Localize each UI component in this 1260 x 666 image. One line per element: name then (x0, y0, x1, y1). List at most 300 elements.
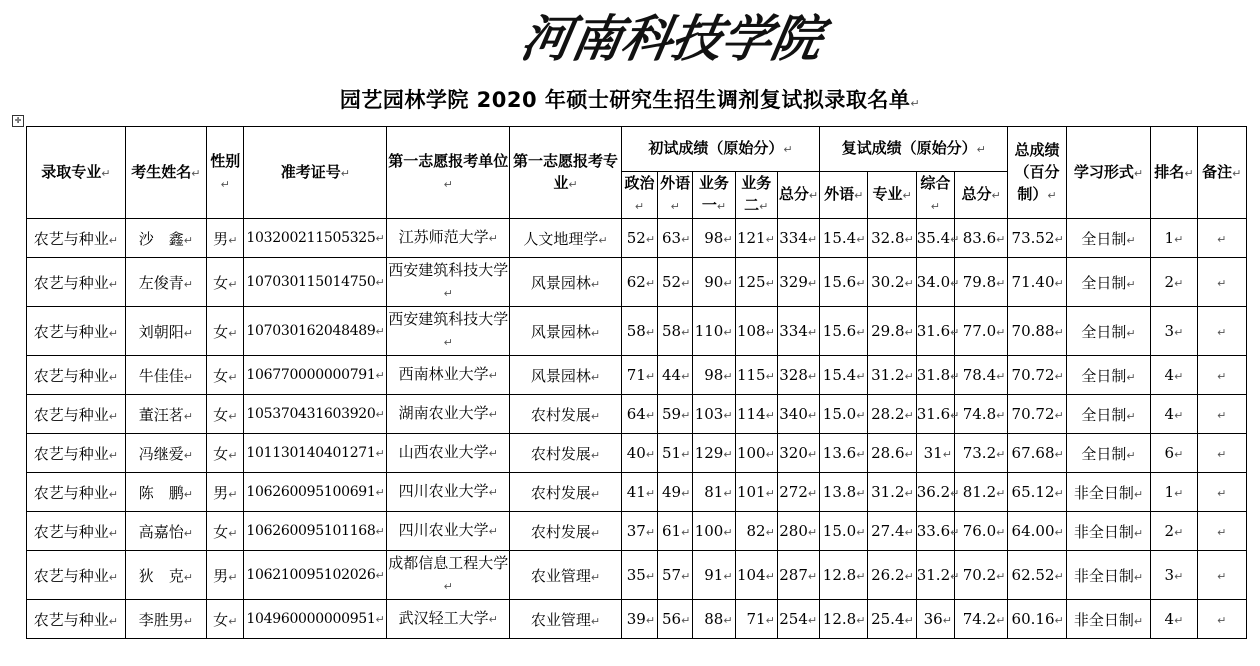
cell-end-mark-icon: ↵ (375, 408, 385, 421)
cell-end-mark-icon: ↵ (443, 336, 453, 349)
col-first-major: 第一志愿报考专业↵ (510, 127, 622, 219)
cell-major (27, 258, 126, 307)
cell-retest-major (868, 395, 916, 434)
cell-initial-subject1-text: 91 (704, 566, 724, 584)
cell-initial-foreign (658, 258, 693, 307)
cell-study-mode (1066, 307, 1151, 356)
cell-end-mark-icon: ↵ (228, 370, 238, 384)
cell-major (27, 356, 126, 395)
cell-initial-politics-text: 71 (626, 366, 646, 384)
cell-major-text: 农艺与种业 (33, 366, 109, 385)
cell-retest-major-text: 28.6 (871, 444, 905, 462)
cell-end-mark-icon: ↵ (723, 233, 733, 246)
col-initial-total: 总分↵ (777, 172, 819, 219)
cell-remark (1197, 219, 1246, 258)
cell-major-text: 农艺与种业 (33, 405, 109, 424)
cell-gender (207, 600, 244, 639)
cell-end-mark-icon: ↵ (1054, 370, 1064, 383)
paragraph-mark-icon: ↵ (910, 97, 921, 110)
cell-initial-total (777, 434, 819, 473)
cell-initial-subject2 (735, 600, 777, 639)
cell-retest-major-text: 27.4 (871, 522, 905, 540)
cell-initial-total-text: 272 (779, 483, 808, 501)
cell-retest-foreign (820, 473, 868, 512)
cell-retest-total (954, 512, 1007, 551)
table-row (27, 473, 1247, 512)
cell-study-mode (1066, 434, 1151, 473)
cell-retest-major-text: 28.2 (871, 405, 905, 423)
cell-initial-subject1 (693, 356, 735, 395)
cell-initial-subject2-text: 114 (736, 405, 766, 423)
table-row (27, 258, 1247, 307)
cell-rank (1151, 473, 1197, 512)
cell-end-mark-icon: ↵ (108, 326, 118, 340)
cell-study-mode-text: 全日制 (1081, 229, 1127, 248)
cell-final-score-text: 71.40 (1011, 273, 1055, 291)
cell-end-mark-icon: ↵ (996, 570, 1006, 583)
cell-name-text: 董汪茗 (138, 405, 184, 424)
cell-end-mark-icon: ↵ (904, 570, 914, 583)
cell-rank-text: 1 (1164, 483, 1175, 501)
cell-end-mark-icon: ↵ (807, 487, 818, 500)
cell-remark (1197, 307, 1246, 356)
cell-initial-subject1-text: 98 (704, 366, 724, 384)
cell-end-mark-icon: ↵ (488, 408, 498, 421)
cell-end-mark-icon: ↵ (183, 233, 194, 247)
cell-first-unit-text: 四川农业大学 (398, 521, 489, 539)
cell-end-mark-icon: ↵ (375, 525, 385, 538)
cell-end-mark-icon: ↵ (723, 570, 733, 583)
cell-end-mark-icon: ↵ (807, 409, 818, 422)
cell-study-mode (1066, 551, 1151, 600)
cell-first-major-text: 农村发展 (530, 444, 591, 463)
cell-final-score (1008, 551, 1066, 600)
cell-initial-politics-text: 58 (626, 322, 646, 340)
cell-retest-foreign-text: 15.0 (822, 405, 857, 423)
cell-gender (207, 219, 244, 258)
cell-major (27, 307, 126, 356)
cell-final-score (1008, 473, 1066, 512)
page-title (0, 84, 1260, 114)
cell-name-text: 左俊青 (138, 273, 184, 292)
cell-name (125, 434, 207, 473)
cell-end-mark-icon: ↵ (108, 370, 118, 384)
cell-retest-major (868, 434, 916, 473)
cell-major-text: 农艺与种业 (33, 322, 109, 341)
cell-major (27, 473, 126, 512)
cell-study-mode (1066, 258, 1151, 307)
cell-retest-total (954, 258, 1007, 307)
cell-end-mark-icon: ↵ (375, 232, 385, 245)
cell-end-mark-icon: ↵ (183, 277, 194, 291)
cell-retest-major-text: 30.2 (871, 273, 905, 291)
cell-retest-total (954, 551, 1007, 600)
col-group-initial: 初试成绩（原始分）↵ (621, 127, 819, 172)
cell-name-text: 陈 鹏 (138, 483, 184, 502)
cell-initial-politics (621, 356, 657, 395)
cell-major-text: 农艺与种业 (33, 444, 109, 463)
cell-end-mark-icon: ↵ (488, 232, 498, 245)
cell-initial-subject2-text: 121 (736, 229, 766, 247)
move-handle-icon[interactable]: ✛ (12, 115, 24, 127)
cell-name-text: 冯继爱 (138, 444, 184, 463)
table-body (27, 219, 1247, 639)
cell-initial-subject2-text: 82 (746, 522, 766, 540)
cell-end-mark-icon: ↵ (1126, 370, 1136, 384)
cell-end-mark-icon: ↵ (375, 486, 385, 499)
col-gender: 性别↵ (207, 127, 244, 219)
cell-end-mark-icon: ↵ (807, 370, 818, 383)
cell-end-mark-icon: ↵ (765, 277, 775, 290)
cell-gender-text: 男 (213, 229, 229, 248)
cell-retest-total (954, 356, 1007, 395)
cell-name-text: 牛佳佳 (138, 366, 184, 385)
cell-end-mark-icon: ↵ (723, 326, 733, 339)
cell-end-mark-icon: ↵ (807, 614, 818, 627)
cell-retest-comprehensive (916, 473, 960, 512)
cell-end-mark-icon: ↵ (108, 487, 118, 501)
cell-major (27, 395, 126, 434)
cell-end-mark-icon: ↵ (723, 277, 733, 290)
cell-remark (1197, 395, 1246, 434)
cell-first-unit (387, 356, 510, 395)
cell-first-unit (387, 551, 510, 600)
cell-name (125, 551, 207, 600)
cell-retest-major (868, 356, 916, 395)
cell-end-mark-icon: ↵ (681, 614, 691, 627)
cell-end-mark-icon: ↵ (996, 614, 1006, 627)
logo-text: 河南科技学院 (516, 9, 828, 68)
cell-initial-politics-text: 37 (626, 522, 646, 540)
cell-initial-politics-text: 52 (626, 229, 646, 247)
cell-name-text: 高嘉怡 (138, 522, 184, 541)
cell-final-score-text: 67.68 (1011, 444, 1055, 462)
cell-initial-subject1-text: 129 (694, 444, 724, 462)
cell-retest-comprehensive-text: 35.4 (916, 229, 951, 247)
cell-exam-id-text: 107030162048489 (246, 323, 376, 339)
cell-end-mark-icon: ↵ (904, 370, 914, 383)
col-first-unit: 第一志愿报考单位↵ (387, 127, 510, 219)
cell-end-mark-icon: ↵ (183, 326, 194, 340)
table-row (27, 600, 1247, 639)
university-logo (505, 4, 835, 70)
cell-end-mark-icon: ↵ (942, 614, 952, 627)
cell-end-mark-icon: ↵ (645, 526, 656, 539)
cell-rank (1151, 551, 1197, 600)
cell-end-mark-icon: ↵ (807, 326, 818, 339)
cell-name (125, 512, 207, 551)
cell-study-mode (1066, 512, 1151, 551)
cell-end-mark-icon: ↵ (856, 614, 866, 627)
cell-first-unit-text: 武汉轻工大学 (398, 609, 489, 627)
cell-initial-foreign (658, 512, 693, 551)
cell-retest-foreign (820, 551, 868, 600)
cell-end-mark-icon: ↵ (183, 614, 194, 628)
cell-rank (1151, 395, 1197, 434)
col-name: 考生姓名↵ (125, 127, 207, 219)
cell-major-text: 农艺与种业 (33, 483, 109, 502)
cell-initial-politics (621, 551, 657, 600)
cell-retest-total-text: 77.0 (962, 322, 997, 340)
cell-initial-subject2-text: 104 (736, 566, 766, 584)
cell-end-mark-icon: ↵ (723, 409, 733, 422)
cell-exam-id-text: 107030115014750 (246, 274, 376, 290)
cell-initial-total-text: 328 (779, 366, 808, 384)
cell-end-mark-icon: ↵ (590, 277, 601, 291)
cell-retest-comprehensive (916, 434, 954, 473)
cell-first-major-text: 农业管理 (530, 610, 591, 629)
cell-end-mark-icon: ↵ (807, 526, 818, 539)
table-row (27, 356, 1247, 395)
cell-retest-foreign-text: 15.4 (822, 366, 857, 384)
cell-end-mark-icon: ↵ (1217, 487, 1227, 500)
cell-initial-foreign-text: 44 (661, 366, 682, 384)
cell-initial-foreign (658, 395, 693, 434)
cell-retest-total-text: 81.2 (962, 483, 997, 501)
col-rank: 排名↵ (1151, 127, 1197, 219)
cell-first-major (510, 434, 622, 473)
cell-first-unit-text: 成都信息工程大学 (388, 554, 509, 572)
cell-major (27, 600, 126, 639)
cell-initial-politics (621, 307, 657, 356)
cell-initial-subject2 (735, 356, 777, 395)
cell-end-mark-icon: ↵ (681, 233, 691, 246)
cell-name (125, 600, 207, 639)
cell-retest-foreign-text: 15.4 (822, 229, 857, 247)
cell-gender (207, 307, 244, 356)
cell-end-mark-icon: ↵ (1174, 448, 1184, 461)
cell-first-major-text: 风景园林 (530, 273, 591, 292)
cell-initial-foreign (658, 307, 693, 356)
cell-retest-major (868, 600, 916, 639)
cell-initial-subject1 (693, 258, 735, 307)
cell-exam-id-text: 104960000000951 (246, 611, 376, 627)
cell-exam-id (244, 356, 387, 395)
cell-end-mark-icon: ↵ (183, 448, 194, 462)
cell-initial-politics (621, 395, 657, 434)
cell-retest-major-text: 25.4 (871, 610, 905, 628)
cell-retest-comprehensive-text: 36 (923, 610, 943, 628)
cell-end-mark-icon: ↵ (590, 370, 601, 384)
cell-end-mark-icon: ↵ (765, 526, 775, 539)
cell-end-mark-icon: ↵ (1054, 409, 1064, 422)
cell-end-mark-icon: ↵ (681, 526, 691, 539)
cell-retest-major (868, 258, 916, 307)
cell-end-mark-icon: ↵ (904, 326, 914, 339)
cell-rank-text: 2 (1164, 273, 1175, 291)
cell-initial-total-text: 280 (779, 522, 808, 540)
cell-initial-subject2-text: 115 (736, 366, 766, 384)
calligraphy-logo-icon (505, 4, 835, 70)
cell-end-mark-icon: ↵ (1054, 326, 1064, 339)
cell-final-score (1008, 258, 1066, 307)
cell-first-unit-text: 江苏师范大学 (398, 228, 489, 246)
cell-end-mark-icon: ↵ (723, 526, 733, 539)
col-exam-id: 准考证号↵ (244, 127, 387, 219)
col-study-mode: 学习形式↵ (1066, 127, 1151, 219)
cell-end-mark-icon: ↵ (645, 326, 656, 339)
cell-final-score-text: 73.52 (1011, 229, 1055, 247)
cell-initial-total-text: 320 (779, 444, 808, 462)
cell-retest-comprehensive (916, 219, 960, 258)
cell-retest-major-text: 29.8 (871, 322, 905, 340)
cell-final-score-text: 65.12 (1011, 483, 1055, 501)
cell-end-mark-icon: ↵ (108, 277, 118, 291)
cell-final-score (1008, 219, 1066, 258)
cell-end-mark-icon: ↵ (1126, 277, 1136, 291)
cell-rank (1151, 219, 1197, 258)
cell-first-major (510, 512, 622, 551)
cell-initial-foreign-text: 61 (661, 522, 682, 540)
cell-exam-id-text: 103200211505325 (246, 230, 376, 246)
cell-study-mode (1066, 600, 1151, 639)
cell-end-mark-icon: ↵ (183, 487, 194, 501)
cell-retest-major-text: 32.8 (871, 229, 905, 247)
cell-end-mark-icon: ↵ (228, 277, 238, 291)
cell-exam-id-text: 106260095101168 (246, 523, 376, 539)
cell-retest-foreign (820, 258, 868, 307)
cell-initial-total-text: 334 (779, 322, 808, 340)
table-row (27, 512, 1247, 551)
cell-initial-subject2-text: 71 (746, 610, 766, 628)
cell-study-mode-text: 非全日制 (1073, 566, 1134, 585)
cell-major-text: 农艺与种业 (33, 610, 109, 629)
cell-end-mark-icon: ↵ (765, 370, 775, 383)
cell-final-score-text: 60.16 (1011, 610, 1055, 628)
cell-name-text: 狄 克 (138, 566, 184, 585)
table-row (27, 551, 1247, 600)
cell-gender (207, 512, 244, 551)
cell-retest-foreign-text: 13.8 (822, 483, 857, 501)
cell-retest-comprehensive-text: 31.8 (916, 366, 951, 384)
cell-initial-subject2-text: 108 (736, 322, 766, 340)
col-retest-foreign: 外语↵ (820, 172, 868, 219)
cell-rank (1151, 600, 1197, 639)
cell-retest-comprehensive (916, 512, 960, 551)
cell-initial-subject1-text: 100 (694, 522, 724, 540)
cell-end-mark-icon: ↵ (856, 526, 866, 539)
cell-name (125, 473, 207, 512)
cell-retest-major (868, 219, 916, 258)
cell-end-mark-icon: ↵ (375, 276, 385, 289)
cell-gender-text: 女 (213, 322, 229, 341)
cell-end-mark-icon: ↵ (765, 487, 775, 500)
cell-retest-comprehensive-text: 31 (923, 444, 943, 462)
cell-initial-subject2 (735, 258, 777, 307)
cell-initial-subject1 (693, 307, 735, 356)
cell-exam-id (244, 551, 387, 600)
cell-study-mode-text: 全日制 (1081, 366, 1127, 385)
cell-retest-total-text: 79.8 (962, 273, 997, 291)
cell-study-mode-text: 全日制 (1081, 444, 1127, 463)
cell-initial-total (777, 219, 819, 258)
cell-end-mark-icon: ↵ (645, 448, 656, 461)
cell-retest-comprehensive (916, 600, 954, 639)
cell-remark (1197, 473, 1246, 512)
cell-initial-total (777, 356, 819, 395)
cell-retest-total (954, 307, 1007, 356)
cell-final-score (1008, 434, 1066, 473)
cell-end-mark-icon: ↵ (1054, 448, 1064, 461)
cell-end-mark-icon: ↵ (950, 277, 960, 290)
cell-end-mark-icon: ↵ (1054, 614, 1064, 627)
cell-end-mark-icon: ↵ (228, 448, 238, 462)
cell-first-major-text: 人文地理学 (523, 229, 599, 248)
cell-retest-total-text: 83.6 (962, 229, 997, 247)
cell-retest-foreign-text: 12.8 (822, 566, 857, 584)
cell-first-unit (387, 395, 510, 434)
cell-retest-comprehensive-text: 33.6 (916, 522, 951, 540)
col-initial-foreign: 外语↵ (658, 172, 693, 219)
cell-end-mark-icon: ↵ (681, 277, 691, 290)
cell-end-mark-icon: ↵ (443, 287, 453, 300)
cell-first-unit (387, 307, 510, 356)
cell-end-mark-icon: ↵ (1217, 277, 1227, 290)
cell-final-score (1008, 307, 1066, 356)
cell-initial-politics-text: 39 (626, 610, 646, 628)
cell-end-mark-icon: ↵ (375, 613, 385, 626)
cell-end-mark-icon: ↵ (590, 409, 601, 423)
cell-end-mark-icon: ↵ (1217, 570, 1227, 583)
cell-end-mark-icon: ↵ (681, 570, 691, 583)
cell-retest-major (868, 473, 916, 512)
cell-initial-total (777, 307, 819, 356)
cell-retest-total-text: 76.0 (962, 522, 997, 540)
cell-end-mark-icon: ↵ (681, 487, 691, 500)
col-group-retest: 复试成绩（原始分）↵ (820, 127, 1008, 172)
cell-end-mark-icon: ↵ (681, 370, 691, 383)
cell-gender (207, 258, 244, 307)
cell-end-mark-icon: ↵ (375, 569, 385, 582)
cell-end-mark-icon: ↵ (645, 570, 656, 583)
cell-exam-id-text: 106770000000791 (246, 367, 376, 383)
cell-initial-subject1-text: 103 (694, 405, 724, 423)
cell-initial-subject2 (735, 473, 777, 512)
cell-retest-major-text: 26.2 (871, 566, 905, 584)
cell-exam-id (244, 434, 387, 473)
cell-retest-foreign-text: 13.6 (822, 444, 857, 462)
title-text: 园艺园林学院 2020 年硕士研究生招生调剂复试拟录取名单 (339, 88, 911, 112)
cell-end-mark-icon: ↵ (228, 526, 238, 540)
cell-end-mark-icon: ↵ (904, 233, 914, 246)
cell-end-mark-icon: ↵ (645, 370, 656, 383)
cell-initial-subject1-text: 110 (694, 322, 724, 340)
cell-gender-text: 女 (213, 610, 229, 629)
cell-end-mark-icon: ↵ (375, 447, 385, 460)
cell-first-major (510, 258, 622, 307)
cell-exam-id (244, 219, 387, 258)
cell-end-mark-icon: ↵ (108, 409, 118, 423)
cell-initial-politics-text: 35 (626, 566, 646, 584)
cell-end-mark-icon: ↵ (904, 409, 914, 422)
cell-name-text: 刘朝阳 (138, 322, 184, 341)
cell-initial-total (777, 600, 819, 639)
cell-end-mark-icon: ↵ (645, 614, 656, 627)
cell-end-mark-icon: ↵ (645, 233, 656, 246)
cell-end-mark-icon: ↵ (228, 233, 238, 247)
cell-end-mark-icon: ↵ (856, 570, 866, 583)
cell-major-text: 农艺与种业 (33, 566, 109, 585)
cell-end-mark-icon: ↵ (1054, 570, 1064, 583)
cell-first-major (510, 356, 622, 395)
cell-rank-text: 3 (1164, 566, 1175, 584)
cell-first-unit-text: 西安建筑科技大学 (388, 261, 509, 279)
cell-initial-foreign (658, 434, 693, 473)
cell-gender-text: 男 (213, 483, 229, 502)
cell-initial-subject2 (735, 512, 777, 551)
cell-initial-foreign-text: 52 (661, 273, 682, 291)
col-major: 录取专业↵ (27, 127, 126, 219)
